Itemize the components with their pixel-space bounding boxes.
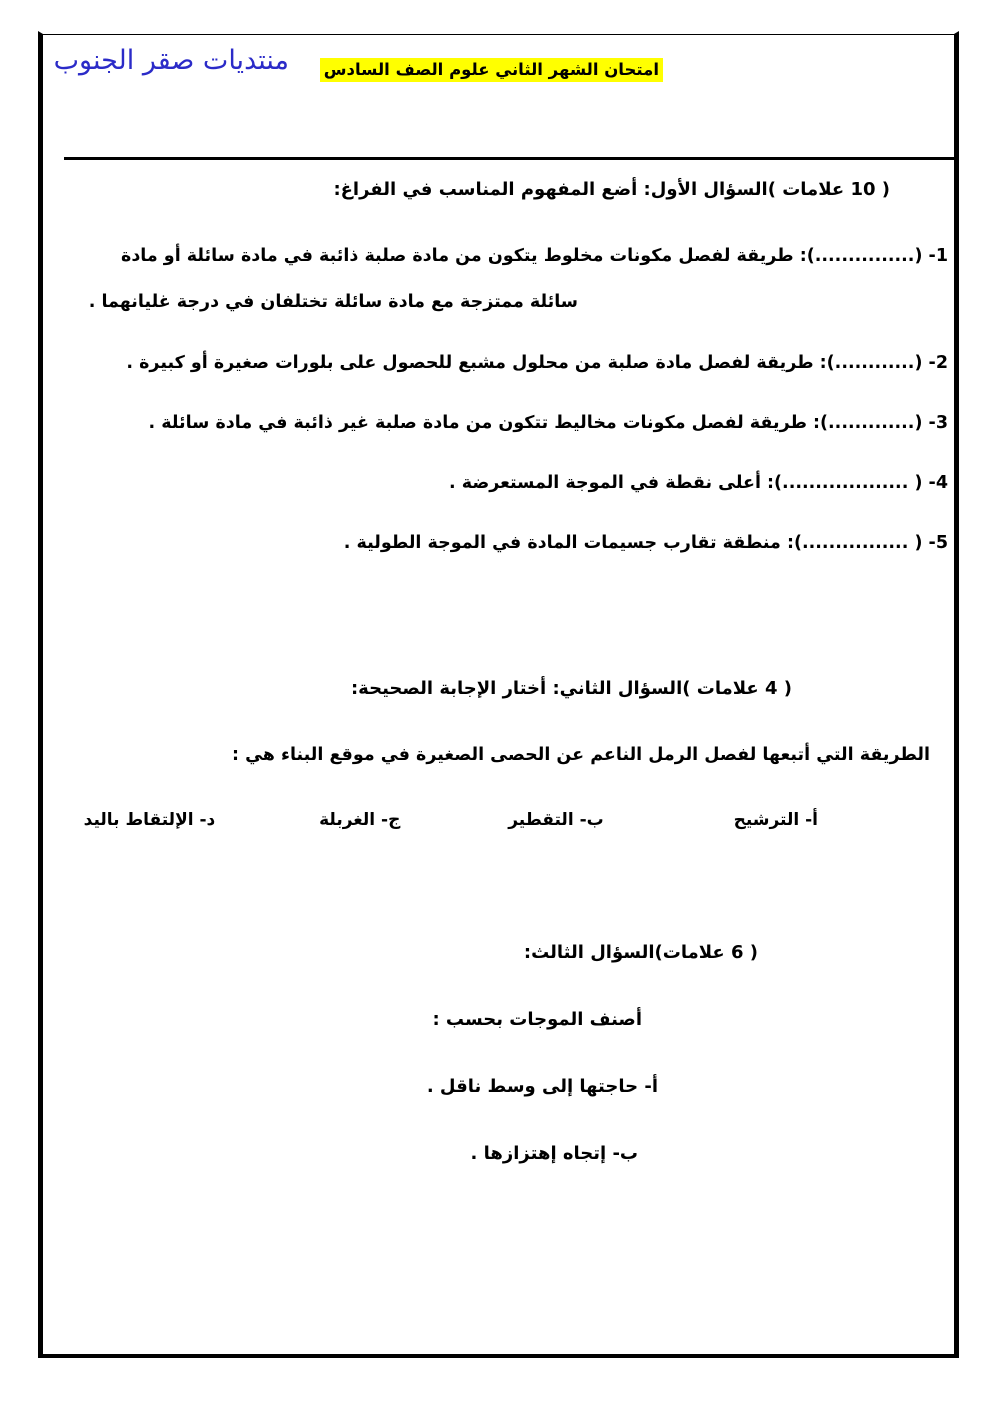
header-divider [64,157,956,160]
question-3-title: السؤال الثالث: [523,942,655,964]
item-text-continued: سائلة ممتزجة مع مادة سائلة تختلفان في درجة غليانهما . [88,292,578,313]
fill-blank-item-continuation [50,289,948,315]
question-3-item-b [50,1140,948,1167]
fill-blank-item [50,410,948,436]
option-d[interactable]: د- الإلتقاط باليد [83,809,216,830]
fill-blank-item [50,470,948,496]
option-a[interactable]: أ- الترشيح [733,809,818,830]
exam-content [50,176,948,1167]
document-header [44,44,953,106]
question-3-item-a [50,1073,948,1100]
exam-title: امتحان الشهر الثاني علوم الصف السادس [320,58,663,82]
question-3-heading [50,939,948,966]
item-blank[interactable]: (...............) [806,246,923,266]
question-3-item-a-text: أ- حاجتها إلى وسط ناقل . [426,1076,658,1098]
question-3-item-b-text: ب- إتجاه إهتزازها . [470,1143,638,1165]
item-text: : طريقة لفصل مكونات مخلوط يتكون من مادة صلبة ذائبة في مادة سائلة أو مادة [121,246,807,266]
item-blank[interactable]: ( ................) [793,533,923,554]
item-blank[interactable]: (.............) [820,412,923,433]
item-text: : طريقة لفصل مكونات مخاليط تتكون من مادة صلبة غير ذائبة في مادة سائلة . [148,412,821,433]
question-2-stem [50,742,948,768]
option-b[interactable]: ب- التقطير [508,809,604,830]
question-2-marks: ( 4 علامات ) [682,677,792,699]
question-2-heading [50,675,948,702]
item-blank[interactable]: ( ...................) [774,473,923,493]
option-c[interactable]: ج- الغربلة [319,809,401,830]
question-1-heading [50,176,948,203]
item-number: 1- [928,246,948,266]
exam-title-container [320,60,663,81]
question-3-stem-text: أصنف الموجات بحسب : [432,1009,642,1031]
item-text: : منطقة تقارب جسيمات المادة في الموجة الطولية . [343,533,794,554]
fill-blank-item [50,350,948,376]
question-2-options [50,808,948,834]
item-text: : أعلى نقطة في الموجة المستعرضة . [449,473,775,493]
question-3-stem [50,1006,948,1033]
item-number: 3- [928,412,948,433]
fill-blank-item [50,243,948,269]
question-3-marks: ( 6 علامات) [654,942,758,964]
item-text: : طريقة لفصل مادة صلبة من محلول مشبع للحصول على بلورات صغيرة أو كبيرة . [126,352,827,373]
item-blank[interactable]: (............) [826,352,923,373]
item-number: 4- [928,473,948,493]
question-2-stem-text: الطريقة التي أتبعها لفصل الرمل الناعم عن الحصى الصغيرة في موقع البناء هي : [231,744,930,765]
question-2-title: السؤال الثاني: أختار الإجابة الصحيحة: [350,677,683,699]
question-1-marks: ( 10 علامات ) [767,179,890,200]
forum-watermark: منتديات صقر الجنوب [53,45,289,76]
item-number: 2- [928,352,948,373]
fill-blank-item [50,530,948,556]
page-border-bottom [38,1354,959,1358]
question-1-title: السؤال الأول: أضع المفهوم المناسب في الفراغ: [333,179,768,200]
item-number: 5- [928,533,948,554]
